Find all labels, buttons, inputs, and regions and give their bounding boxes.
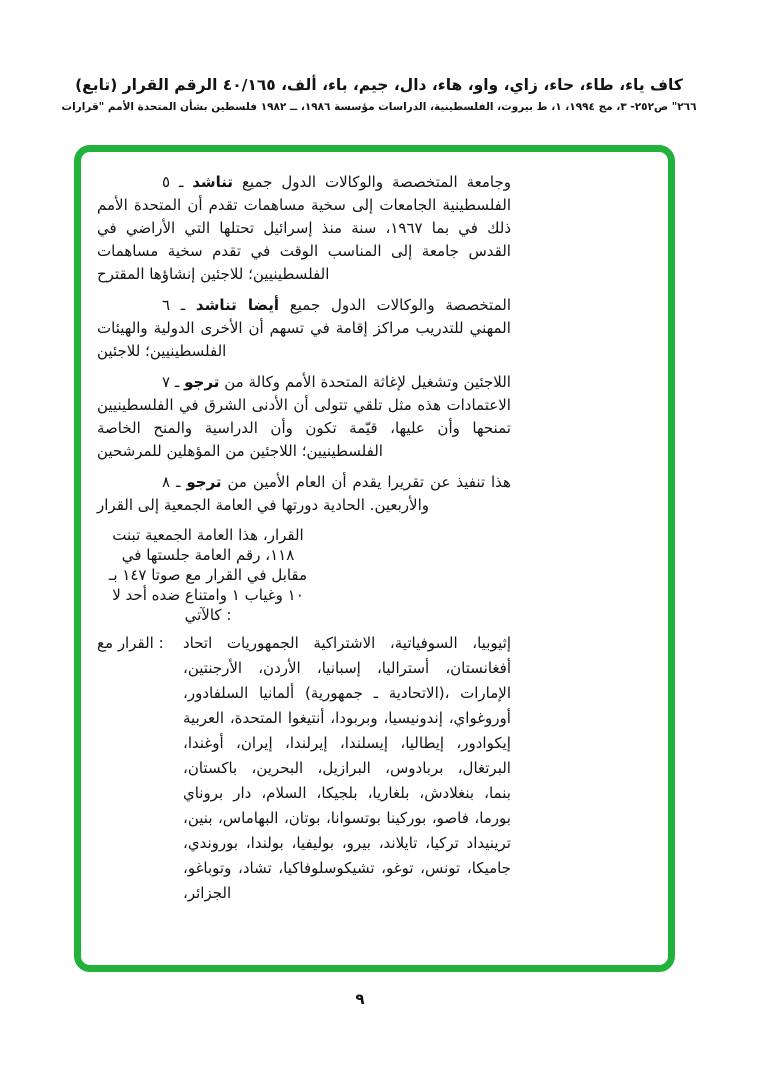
- vote-record-countries: اتحاد الجمهوريات الاشتراكية السوفياتية، إثيوبيا، الأرجنتين، الأردن، إسبانيا، أستراليا، أفغانستان، السلفادور، ألمانيا (جمهورية ـ الاتحادية)، الإمارات العربية المتحدة، أنتيغوا وبربودا، إندونيسيا، أوروغواي، أوغندا، إيران، إيرلندا، إيسلندا، إيطاليا، إيكوادور، باكستان، البحرين، البرازيل، بربادوس، البرتغال، بروناي دار السلام، بلجيكا، بلغاريا، بنغلادش، بنما، بنين، البهاماس، بوتان، بوتسوانا، بوركينا فاصو، بورما، بوروندي، بولندا، بوليفيا، بيرو، تايلاند، تركيا، ترينيداد وتوباغو، تشاد، تشيكوسلوفاكيا، توغو، تونس، جاميكا، الجزائر،: [183, 634, 511, 902]
- document-body: [97, 171, 511, 906]
- resolution-paragraph: ٧ ـ ترجو من وكالة الأمم المتحدة لإغاثة وتشغيل اللاجئين الفلسطينيين في الشرق الأدنى أن تتولى تلقي مثل هذه الاعتمادات الخاصة والمنح الدراسية وأن تكون قيّمة عليها، وأن تمنحها للمرشحين المؤهلين من اللاجئين الفلسطينيين؛: [97, 373, 511, 460]
- vote-summary-line: لا أحد ضده وامتناع ١ وغياب ١٠: [112, 586, 304, 604]
- resolution-paragraph: ٥ ـ تناشد جميع الدول والوكالات المتخصصة وجامعة الأمم المتحدة أن تقدم مساهمات سخية إلى الجامعات الفلسطينية في الأراضي التي تحتلها إسرائيل منذ سنة ١٩٦٧، بما في ذلك مساهمات سخية تقدم في الوقت المناسب إلى جامعة القدس المقترح إنشاؤها للاجئين الفلسطينيين؛: [97, 173, 512, 283]
- resolution-paragraph: ٨ ـ ترجو من الأمين العام أن يقدم تقريرا عن تنفيذ هذا القرار إلى الجمعية العامة في دورتها الحادية والأربعين.: [97, 473, 511, 514]
- resolution-title: (تابع) القرار الرقم ٤٠/١٦٥ ألف، باء، جيم، دال، هاء، واو، زاي، حاء، طاء، ياء، كاف: [75, 76, 683, 94]
- resolution-paragraphs: [97, 171, 511, 517]
- vote-record-label: مع القرار :: [97, 634, 164, 652]
- vote-record: [97, 631, 511, 906]
- vote-summary-line: بـ ١٤٧ صوتا مع القرار في مقابل: [108, 566, 308, 584]
- citation-line: "قرارات الأمم المتحدة بشأن فلسطين ١٩٨٢ ــ ١٩٨٦، مؤسسة الدراسات الفلسطينية، بيروت، ط ١، ١٩٩٤، مج ٣، ص٢٥٢- ٢٦٦": [61, 101, 697, 113]
- vote-summary-line: كالآتي :: [184, 606, 232, 624]
- vote-summary-line: في جلستها العامة رقم ١١٨،: [121, 546, 295, 564]
- resolution-paragraph: ٦ ـ تناشد أيضا جميع الدول والوكالات المتخصصة والهيئات الدولية الأخرى أن تسهم في إقامة مراكز للتدريب المهني للاجئين الفلسطينيين؛: [97, 296, 511, 360]
- page-header: [0, 76, 758, 113]
- page-number: ٩: [355, 990, 365, 1008]
- vote-summary: [97, 525, 319, 625]
- vote-summary-line: تبنت الجمعية العامة هذا القرار،: [112, 526, 304, 544]
